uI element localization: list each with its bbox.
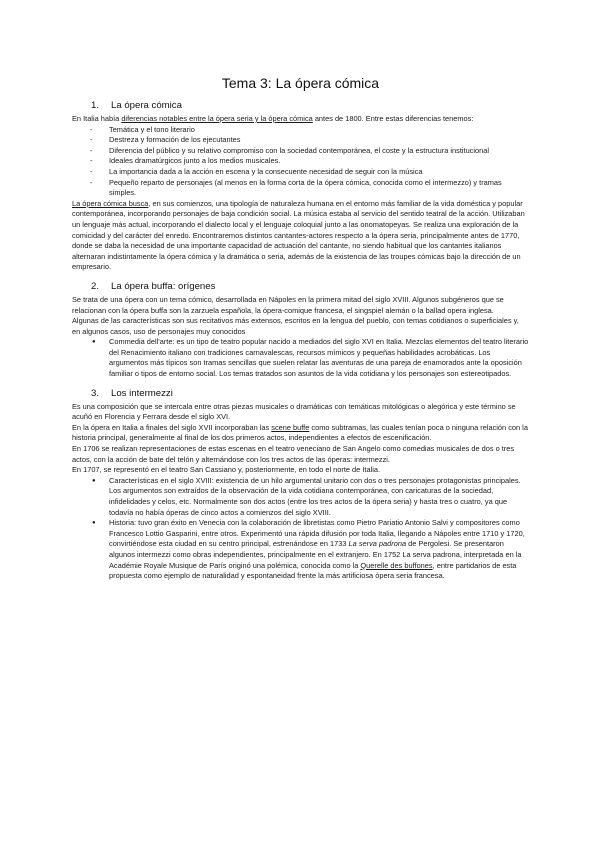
section-1-paragraph: La ópera cómica busca, en sus comienzos, una tipología de naturaleza humana en el entorno más familiar de la vida doméstica y popular contemporánea, incorporando personajes de baja condición social. La música estaba al servicio del sentido teatral de la acción. Utilizaban un lenguaje más actual, incorporando el dialecto local y el lenguaje coloquial junto a las onomatopeyas. Se realiza una exploración de la comicidad y del carácter del enredo. Encontraremos distintos cantantes-actores respecto a la ópera seria, principalmente antes de 1770, donde se daba la necesidad de una importante capacidad de actuación del cantante, no siendo habitual que los cantantes italianos alternaran indistintamente la ópera cómica y la dramática o seria, además de la existencia de las troupes cómicas bajo la dirección de un empresario.	[72, 198, 525, 272]
list-item: ● Historia: tuvo gran éxito en Venecia con la colaboración de libretistas como Pietro Pariatio Antonio Salvi y compositores como Francesco Lottio Gasparini, entre otros. Experimentó una rápida difusión por toda Italia, llegando a Nápoles entre 1710 y 1720, convirtiéndose esta ciudad en su centro principal, estrenándose en 1733 La serva padrona de Pergolesi. Se presentaron algunos intermezzi como obras independientes, principalmente en el extranjero. En 1752 La serva padrona, interpretada en la Académie Royale Musique de París originó una polémica, conocida como la Querelle des buffones, entre partidarios de esta propuesta como ejemplo de naturalidad y espontaneidad frente la más artificiosa ópera seria francesa.	[92, 518, 525, 581]
section-3-heading: 3. Los intermezzi	[91, 387, 173, 399]
section-3-paragraph-2: En la ópera en Italia a finales del siglo XVII incorporaban las scene buffe como subtramas, las cuales tenían poca o ninguna relación con la historia principal, generalmente al final de los dos primeros actos, independientes a efectos de escenificación.	[72, 422, 528, 443]
list-item: - Pequeño reparto de personajes (al menos en la forma corta de la ópera cómica, conocida como el intermezzo) y tramas simples.	[90, 177, 502, 198]
section-1-heading: 1. La ópera cómica	[91, 100, 182, 111]
list-item: - Temática y el tono literario	[90, 124, 195, 134]
section-2-paragraph-2: Algunas de las características son sus recitativos más extensos, escritos en la lengua del pueblo, con temas cotidianos o superficiales y, en algunos casos, uso de personajes muy conocidos	[72, 316, 519, 336]
section-3-paragraph-3: En 1706 se realizan representaciones de estas escenas en el teatro veneciano de San Angelo como comedias musicales de dos o tres actos, con la acción de bate del telón y alternándose con los tres actos de las óperas: intermezzi.	[72, 444, 515, 464]
section-2-paragraph-1: Se trata de una ópera con un tema cómico, desarrollada en Nápoles en la primera mitad del siglo XVIII. Algunos subgéneros que se relacionan con la ópera buffa son la zarzuela española, la ópera-comique francesa, el singspiel alemán o la ballad opera inglesa.	[72, 294, 504, 315]
section-2-heading: 2. La ópera buffa: orígenes	[91, 280, 216, 292]
section-2-bullets	[72, 337, 529, 379]
list-item: ● Características en el siglo XVIII: existencia de un hilo argumental unitario con dos o tres personajes protagonistas principales. Los argumentos son extraídos de la observación de la vida cotidiana contemporánea, con caricaturas de la sociedad, infidelidades y celos, etc. Normalmente son dos actos (entre los tres actos de la ópera seria) y hasta tres o cuatro, ya que todavía no había óperas de cinco actos a comienzos del siglo XVIII.	[92, 475, 521, 517]
list-item: - Destreza y formación de los ejecutantes	[90, 135, 241, 145]
section-3-bullets	[72, 476, 529, 582]
list-item: - Ideales dramatúrgicos junto a los medios musicales.	[90, 156, 281, 166]
list-item: ● Commedia dell'arte: es un tipo de teatro popular nacido a mediados del siglo XVI en Italia. Mezclas elementos del teatro literario del Renacimiento italiano con tradiciones carnavalescas, recursos mímicos y pequeñas habilidades acrobáticas. Los argumentos más típicos son tramas sencillas que suelen relatar las aventuras de una pareja de enamorados ante la oposición familiar o tipos de entorno social. Los temas tratados son asuntos de la vida cotidiana y los personajes son estereotipados.	[92, 337, 529, 379]
section-3-paragraph-4: En 1707, se representó en el teatro San Cassiano y, posteriormente, en todo el norte de Italia.	[72, 465, 380, 475]
list-item: - La importancia dada a la acción en escena y la consecuente necesidad de seguir con la música	[90, 166, 423, 176]
document-page	[72, 74, 529, 582]
section-3-paragraph-1: Es una composición que se intercala entre otras piezas musicales o dramáticas con temáticas mitológicas o alegórica y este término se acuñó en Florencia y Ferrara desde el siglo XVI.	[72, 401, 516, 422]
list-item: - Diferencia del público y su relativo compromiso con la sociedad contemporánea, el coste y la estructura institucional	[90, 145, 489, 155]
section-1-intro: En Italia había diferencias notables entre la ópera seria y la ópera cómica antes de 1800. Entre estas diferencias tenemos:	[72, 114, 474, 123]
page-title: Tema 3: La ópera cómica	[221, 75, 380, 91]
differences-list	[72, 125, 529, 199]
